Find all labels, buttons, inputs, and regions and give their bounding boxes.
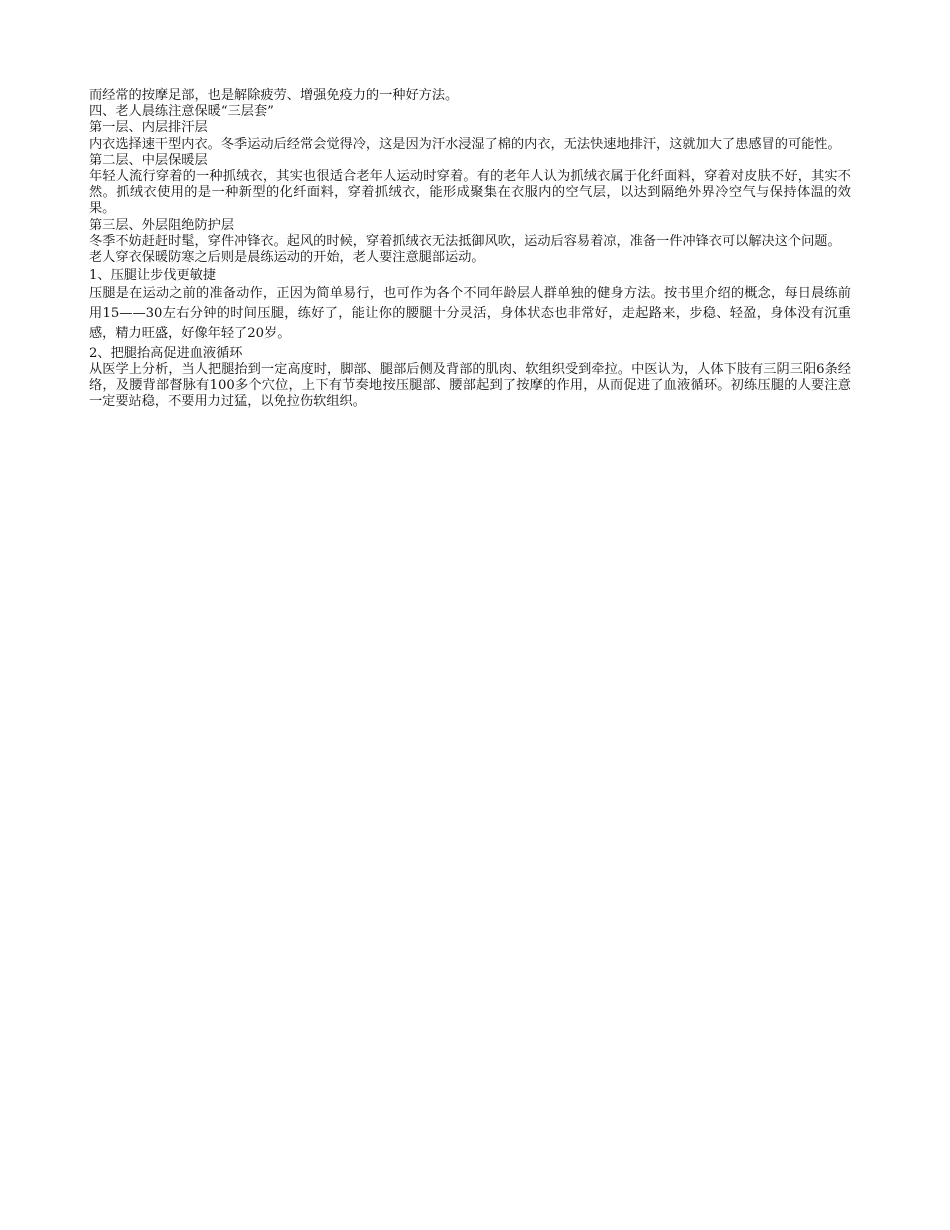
- text-line: 老人穿衣保暖防寒之后则是晨练运动的开始，老人要注意腿部运动。: [89, 250, 485, 266]
- numbered-heading: 1、压腿让步伐更敏捷: [89, 268, 217, 284]
- subsection-heading: 第三层、外层阻绝防护层: [89, 217, 235, 233]
- text-line: 而经常的按摩足部，也是解除疲劳、增强免疫力的一种好方法。: [89, 88, 459, 103]
- numbered-heading: 2、把腿抬高促进血液循环: [89, 345, 243, 361]
- subsection-heading: 第二层、中层保暖层: [89, 152, 208, 168]
- paragraph: 压腿是在运动之前的准备动作，正因为简单易行，也可作为各个不同年龄层人群单独的健身方法。按书里介绍的概念，每日晨练前用15——30左右分钟的时间压腿，练好了，能让你的腰腿十分灵活，身体状态也非常好，走起路来，步稳、轻盈，身体没有沉重感，精力旺盛，好像年轻了20岁。: [89, 286, 851, 342]
- paragraph: 内衣选择速干型内衣。冬季运动后经常会觉得冷，这是因为汗水浸湿了棉的内衣，无法快速地排汗，这就加大了患感冒的可能性。: [89, 136, 841, 152]
- subsection-heading: 第一层、内层排汗层: [89, 120, 208, 136]
- paragraph: 从医学上分析，当人把腿抬到一定高度时，脚部、腿部后侧及背部的肌肉、软组织受到牵拉。中医认为，人体下肢有三阴三阳6条经络，及腰背部督脉有100多个穴位，上下有节奏地按压腿部、腰部起到了按摩的作用，从而促进了血液循环。初练压腿的人要注意一定要站稳，不要用力过猛，以免拉伤软组织。: [89, 362, 851, 410]
- document-body: [89, 88, 851, 411]
- paragraph: 年轻人流行穿着的一种抓绒衣，其实也很适合老年人运动时穿着。有的老年人认为抓绒衣属于化纤面料，穿着对皮肤不好，其实不然。抓绒衣使用的是一种新型的化纤面料，穿着抓绒衣，能形成聚集在衣服内的空气层，以达到隔绝外界冷空气与保持体温的效果。: [89, 169, 851, 217]
- paragraph: 冬季不妨赶赶时髦，穿件冲锋衣。起风的时候，穿着抓绒衣无法抵御风吹，运动后容易着凉，准备一件冲锋衣可以解决这个问题。: [89, 233, 841, 249]
- section-heading: 四、老人晨练注意保暖“三层套”: [89, 104, 274, 120]
